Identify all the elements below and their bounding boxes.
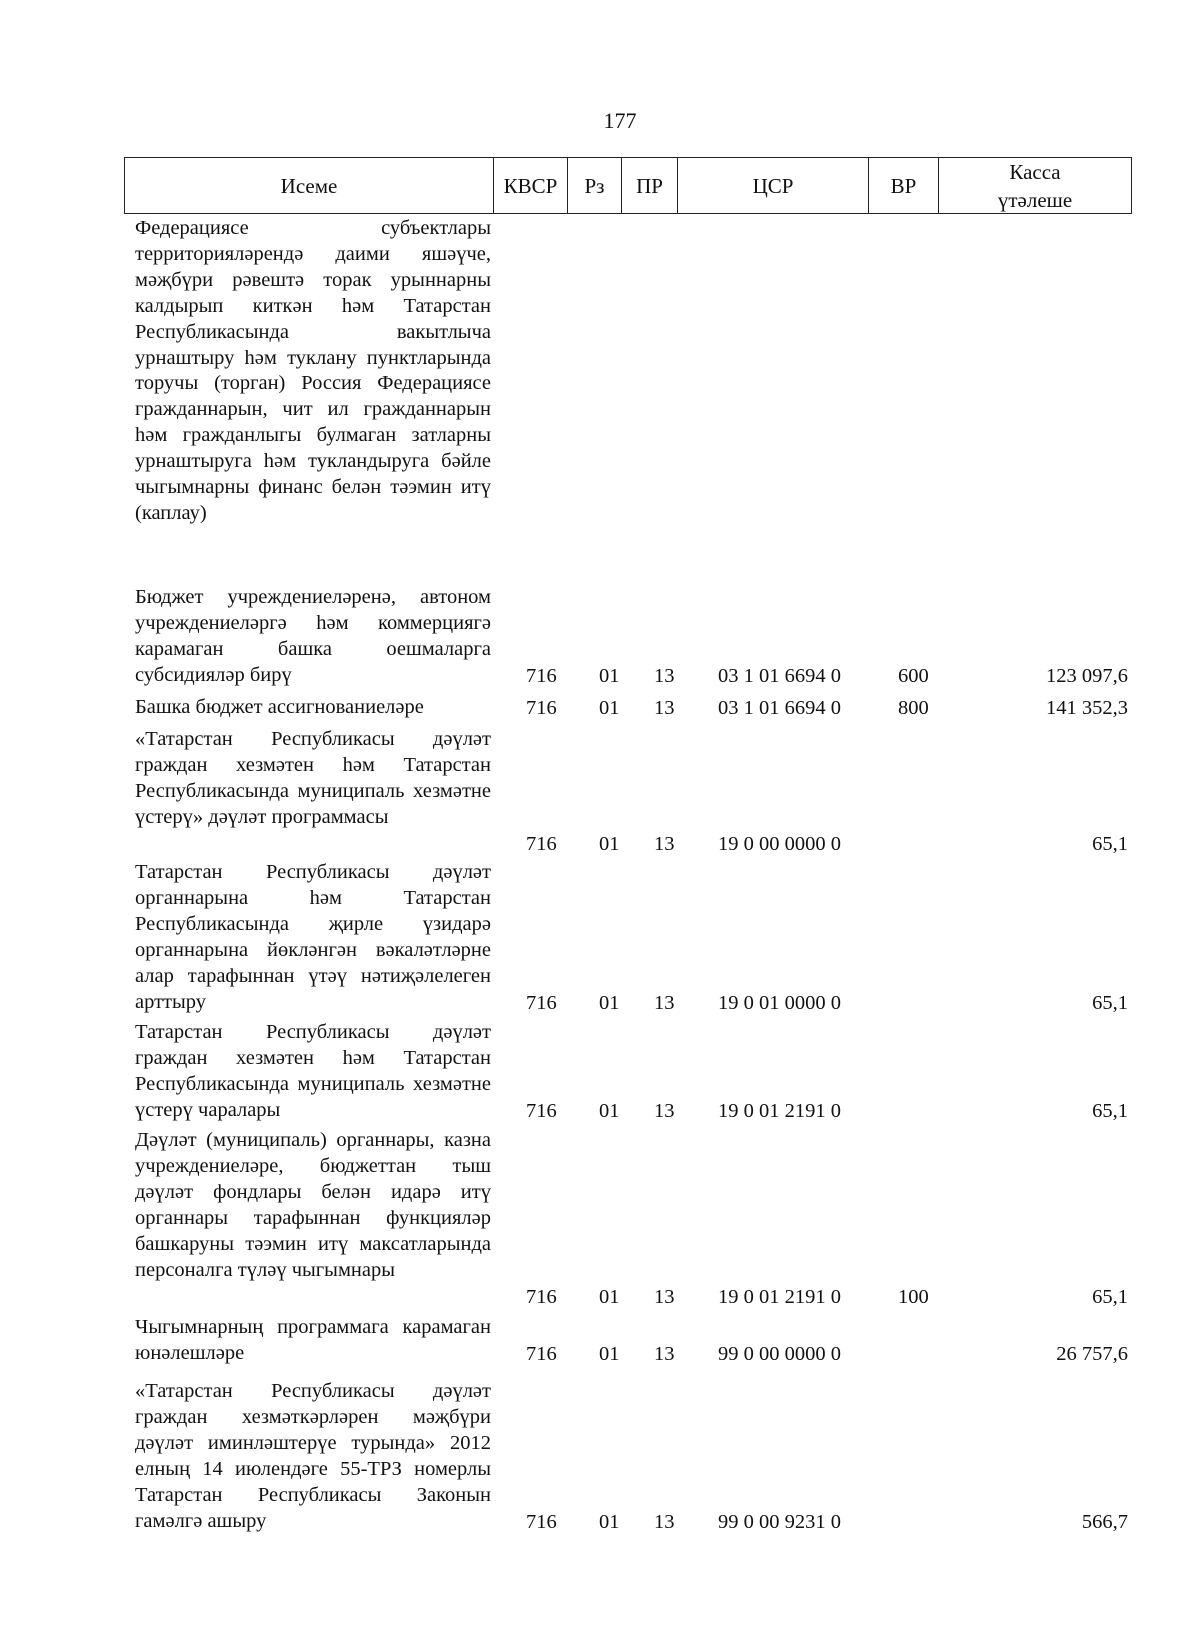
row-rz: 01 [599,697,620,719]
row-vr: 800 [898,697,929,719]
row-sum: 65,1 [1092,992,1128,1014]
row-kvsr: 716 [526,697,557,719]
header-vr: ВР [869,158,939,213]
page-number: 177 [603,108,637,133]
row-name: Татарстан Республикасы дәүләт органнарына һәм Татарстан Республикасында җирле үзидарә органнарына йөкләнгән вәкаләтләрне алар тарафыннан үтәү нәтиҗәлелеген арттыру [135,861,491,1013]
row-kvsr: 716 [526,1343,557,1365]
row-name: «Татарстан Республикасы дәүләт граждан хезмәтен һәм Татарстан Республикасында муниципаль хезмәтне үстерү» дәүләт программасы [135,728,491,828]
row-sum: 123 097,6 [1046,665,1128,687]
row-pr: 13 [654,697,675,719]
table-header [124,157,1132,214]
row-csr: 03 1 01 6694 0 [718,665,841,687]
row-kvsr: 716 [526,1286,557,1308]
header-csr: ЦСР [678,158,869,213]
row-kvsr: 716 [526,1100,557,1122]
header-name: Исеме [125,158,494,213]
row-rz: 01 [599,665,620,687]
row-pr: 13 [654,1343,675,1365]
row-pr: 13 [654,665,675,687]
row-sum: 566,7 [1081,1511,1128,1533]
header-rz: Рз [568,158,622,213]
row-rz: 01 [599,1343,620,1365]
row-kvsr: 716 [526,992,557,1014]
row-sum: 65,1 [1092,833,1128,855]
row-vr: 100 [898,1286,929,1308]
row-name: Чыгымнарның программага карамаган юнәлешләре [135,1316,491,1364]
row-name: Бюджет учреждениеләренә, автоном учреждениеләргә һәм коммерциягә карамаган башка оешмаларга субсидияләр бирү [135,586,491,686]
header-kvsr: КВСР [494,158,568,213]
row-sum: 141 352,3 [1046,697,1128,719]
row-vr: 600 [898,665,929,687]
row-csr: 03 1 01 6694 0 [718,697,841,719]
row-pr: 13 [654,833,675,855]
row-pr: 13 [654,992,675,1014]
row-name: Башка бюджет ассигнованиеләре [135,696,424,718]
row-csr: 19 0 01 2191 0 [718,1286,841,1308]
header-pr: ПР [622,158,678,213]
row-name: Татарстан Республикасы дәүләт граждан хезмәтен һәм Татарстан Республикасында муниципаль хезмәтне үстерү чаралары [135,1021,491,1121]
row-csr: 19 0 01 0000 0 [718,992,841,1014]
row-rz: 01 [599,1286,620,1308]
row-csr: 99 0 00 9231 0 [718,1511,841,1533]
row-kvsr: 716 [526,665,557,687]
row-csr: 19 0 01 2191 0 [718,1100,841,1122]
row-sum: 65,1 [1092,1100,1128,1122]
row-csr: 19 0 00 0000 0 [718,833,841,855]
row-csr: 99 0 00 0000 0 [718,1343,841,1365]
row-name: Дәүләт (муниципаль) органнары, казна учреждениеләре, бюджеттан тыш дәүләт фондлары белән идарә итү органнары тарафыннан функцияләр башкаруны тәэмин итү максатларында персоналга түләү чыгымнары [135,1129,491,1281]
row-kvsr: 716 [526,1511,557,1533]
row-sum: 26 757,6 [1056,1343,1128,1365]
row-kvsr: 716 [526,833,557,855]
row-rz: 01 [599,992,620,1014]
row-pr: 13 [654,1100,675,1122]
row-rz: 01 [599,833,620,855]
row-name: «Татарстан Республикасы дәүләт граждан хезмәткәрләрен мәҗбүри дәүләт иминләштерүе турында» 2012 елның 14 июлендәге 55-ТРЗ номерлы Татарстан Республикасы Законын гамәлгә ашыру [135,1380,491,1532]
row-rz: 01 [599,1100,620,1122]
row-pr: 13 [654,1511,675,1533]
header-sum: Касса үтәлеше [997,159,1073,212]
row-sum: 65,1 [1092,1286,1128,1308]
row-rz: 01 [599,1511,620,1533]
row-name: Федерациясе субъектлары территорияләрендә даими яшәүче, мәҗбүри рәвештә торак урыннарны калдырып киткән һәм Татарстан Республикасында вакытлыча урнаштыру һәм туклану пунктларында торучы (торган) Россия Федерациясе гражданнарын, чит ил гражданнарын һәм гражданлыгы булмаган затларны урнаштыруга һәм тукландыруга бәйле чыгымнарны финанс белән тәэмин итү (каплау) [135,217,491,524]
row-pr: 13 [654,1286,675,1308]
